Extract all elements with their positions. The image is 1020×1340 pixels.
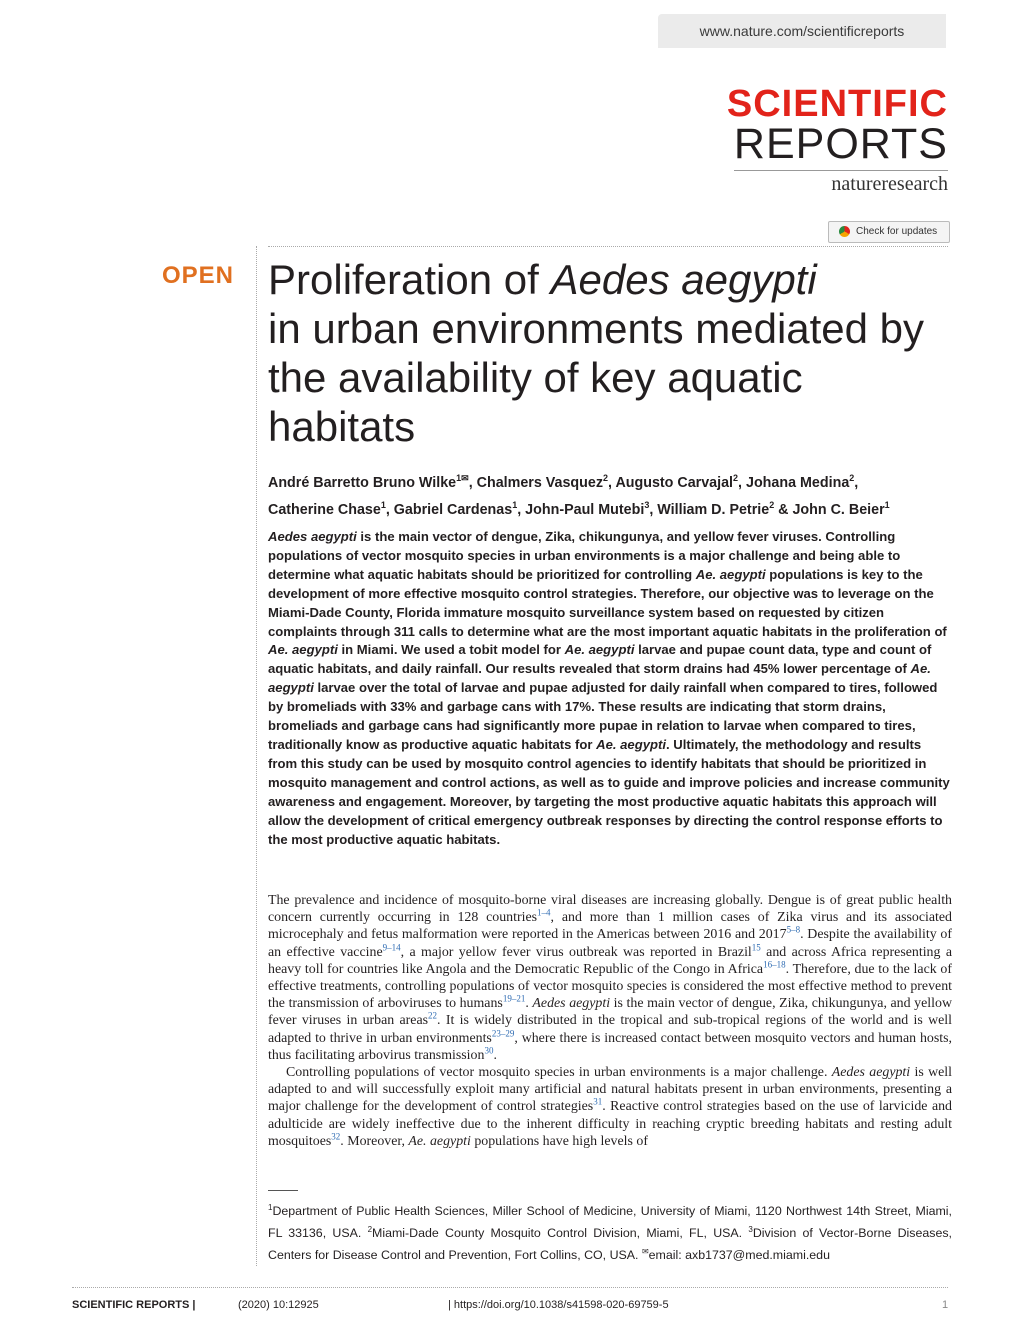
- article-body: [268, 892, 952, 1150]
- title-species: Aedes aegypti: [550, 256, 817, 303]
- author-name[interactable]: Gabriel Cardenas: [393, 501, 513, 518]
- footer-page-number: 1: [942, 1299, 949, 1311]
- author-separator: &: [774, 501, 793, 518]
- title-prefix: Proliferation of: [268, 256, 551, 303]
- open-access-label: OPEN: [162, 262, 235, 289]
- author-separator: ,: [738, 474, 746, 491]
- footnote-rule: [268, 1190, 298, 1191]
- body-paragraph: The prevalence and incidence of mosquito-borne viral diseases are increasing globally. Dengue is of great public health concern currently occurring in 128 countries$^{1-4}$, and more than 1 million cases of Zika virus and its associated microcephaly and fetus malformation were reported in the Americas between 2016 and 2017$^{5-8}$. Despite the availability of an effective vaccine$^{9-14}$, a major yellow fever virus outbreak was reported in Brazil$^{15}$ and across Africa representing a heavy toll for countries like Angola and the Democratic Republic of the Congo in Africa$^{16-18}$. Therefore, due to the lack of effective treatments, controlling populations of vector mosquito species is considered the most effective method to prevent the transmission of arboviruses to humans$^{19-21}$. Aedes aegypti is the main vector of dengue, Zika, chikungunya, and yellow fever viruses in urban areas$^{22}$. It is widely distributed in the tropical and sub-tropical regions of the world and is well adapted to thrive in urban environments$^{23-29}$, where there is increased contact between mosquito vectors and human hosts, thus facilitating arbovirus transmission$^{30}$.: [268, 893, 952, 1063]
- author-affiliation: 2: [733, 473, 739, 483]
- logo-publisher: natureresearch: [831, 173, 948, 195]
- author-affiliation: 1: [512, 499, 518, 510]
- author-separator: ,: [649, 501, 658, 518]
- author-separator: ,: [385, 501, 394, 518]
- author-name[interactable]: Johana Medina: [746, 474, 850, 491]
- author-affiliation: 2: [849, 473, 855, 483]
- author-name[interactable]: André Barretto Bruno Wilke: [268, 474, 457, 491]
- author-affiliation: 2: [603, 473, 609, 483]
- footer-doi-link[interactable]: | https://doi.org/10.1038/s41598-020-69759-5: [448, 1299, 669, 1311]
- author-separator: ,: [608, 474, 616, 491]
- body-paragraph: Controlling populations of vector mosquito species in urban environments is a major challenge. Aedes aegypti is well adapted to and will successfully exploit many artificial and natural habitats present in urban environments, presenting a major challenge for the development of control strategies$^{31}$. Reactive control strategies based on the use of larvicide and adulticide are widely ineffective due to the inherent difficulty in reaching cryptic breeding habitats and resting adult mosquitoes$^{32}$. Moreover, Ae. aegypti populations have high levels of: [268, 1065, 952, 1149]
- author-affiliation: 2: [769, 499, 775, 510]
- affiliations-footnote: $^1$Department of Public Health Sciences, Miller School of Medicine, University of Miami, 1120 Northwest 14th Street, Miami, FL 33136, USA. $^2$Miami-Dade County Mosquito Control Division, Miami, FL, USA. $^3$Division of Vector-Borne Diseases, Centers for Disease Control and Prevention, Fort Collins, CO, USA. ✉email: axb1737@med.miami.edu: [268, 1203, 952, 1262]
- footer-volume: (2020) 10:12925: [238, 1299, 319, 1311]
- author-affiliation: 1: [884, 499, 890, 510]
- author-name[interactable]: John C. Beier: [792, 501, 885, 518]
- abstract: Aedes aegypti is the main vector of dengue, Zika, chikungunya, and yellow fever viruses. Controlling populations of vector mosquito species in urban environments is a major challenge and being able to determine what aquatic habitats should be prioritized for controlling Ae. aegypti populations is key to the development of more effective mosquito control strategies. Therefore, our objective was to leverage on the Miami-Dade County, Florida immature mosquito surveillance system based on requested by citizen complaints through 311 calls to determine what are the most important aquatic habitats in the proliferation of Ae. aegypti in Miami. We used a tobit model for Ae. aegypti larvae and pupae count data, type and count of aquatic habitats, and daily rainfall. Our results revealed that storm drains had 45% lower percentage of Ae. aegypti larvae over the total of larvae and pupae adjusted for daily rainfall when compared to tires, followed by bromeliads with 33% and garbage cans with 17%. These results are indicating that storm drains, bromeliads and garbage cans had significantly more pupae in relation to larvae when compared to tires, traditionally know as productive aquatic habitats for Ae. aegypti. Ultimately, the methodology and results from this study can be used by mosquito control agencies to identify habitats that should be prioritized in mosquito management and control actions, as well as to guide and improve policies and increase community awareness and engagement. Moreover, by targeting the most productive aquatic habitats this approach will allow the development of critical emergency outbreak responses by directing the control response efforts to the most productive aquatic habitats.: [268, 529, 950, 847]
- check-for-updates-button[interactable]: [828, 221, 950, 243]
- header-divider: [268, 246, 948, 247]
- title-rest: in urban environments mediated by the availability of key aquatic habitats: [268, 305, 925, 450]
- author-name[interactable]: Catherine Chase: [268, 501, 381, 518]
- author-name[interactable]: William D. Petrie: [657, 501, 770, 518]
- crossmark-icon: [839, 226, 850, 237]
- article-title: [268, 255, 958, 451]
- author-affiliation: 3: [644, 499, 650, 510]
- author-separator: ,: [468, 474, 477, 491]
- author-separator: ,: [854, 474, 859, 491]
- logo-scientific: SCIENTIFIC: [726, 83, 948, 125]
- author-list: [268, 467, 958, 521]
- author-name[interactable]: Augusto Carvajal: [615, 474, 734, 491]
- author-affiliation: 1: [380, 499, 386, 510]
- author-separator: ,: [517, 501, 526, 518]
- site-url-tab[interactable]: www.nature.com/scientificreports: [658, 14, 946, 48]
- author-name[interactable]: Chalmers Vasquez: [476, 474, 603, 491]
- page-footer-divider: [72, 1287, 948, 1288]
- check-for-updates-label: Check for updates: [856, 226, 938, 237]
- author-name[interactable]: John-Paul Mutebi: [525, 501, 645, 518]
- logo-reports: REPORTS: [733, 120, 948, 168]
- margin-divider: [256, 246, 257, 1266]
- author-affiliation: 1✉: [456, 473, 469, 483]
- journal-logo: [726, 83, 948, 196]
- footer-journal: SCIENTIFIC REPORTS |: [72, 1299, 196, 1311]
- logo-divider: [734, 170, 948, 171]
